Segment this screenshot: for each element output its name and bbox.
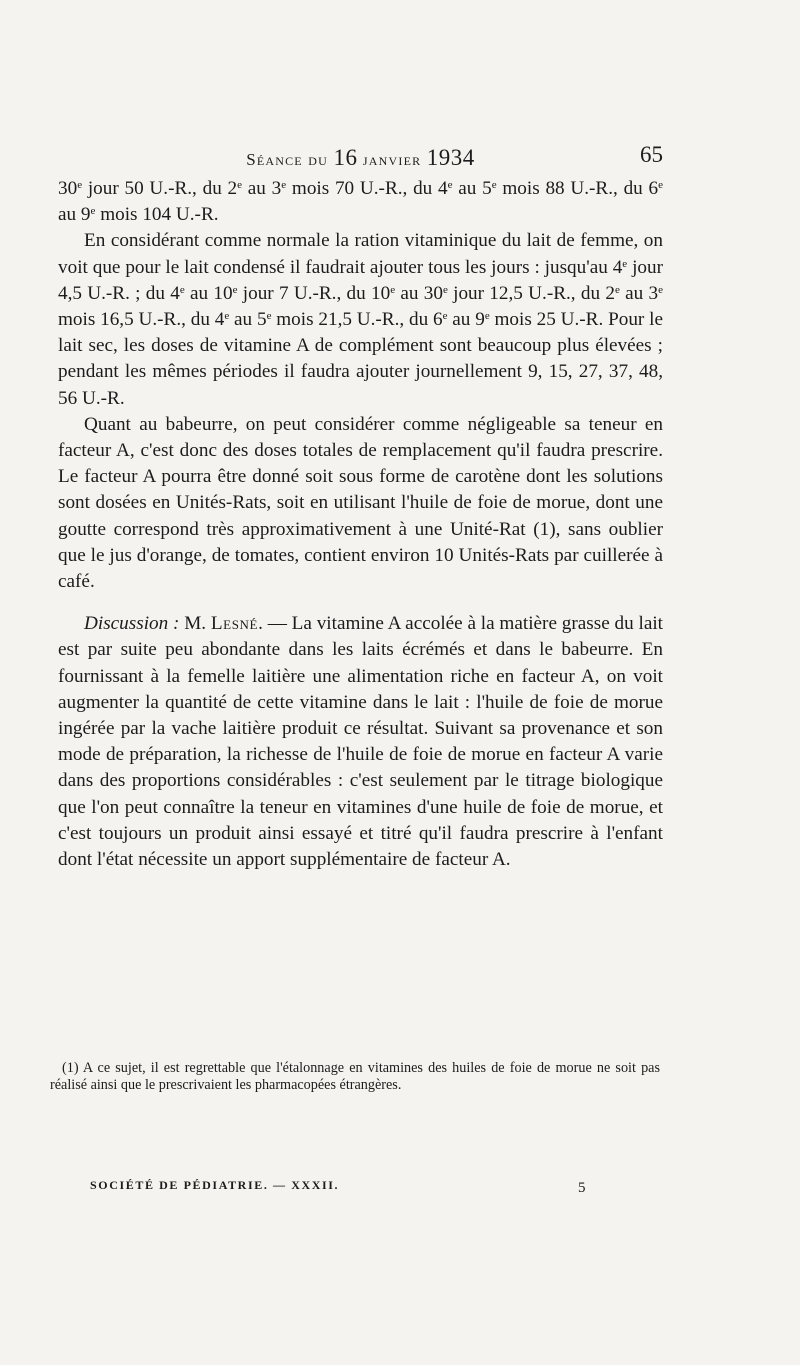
paragraph-1: 30e jour 50 U.-R., du 2e au 3e mois 70 U.-R., du 4e au 5e mois 88 U.-R., du 6e au 9e mois 104 U.-R. [58,178,663,226]
discussion-label: Discussion : [84,613,180,635]
speaker-name: Lesné [210,613,259,635]
signature-mark: 5 [578,1180,586,1196]
footnote: (1) A ce sujet, il est regrettable que l'étalonnage en vitamines des huiles de foie de morue ne soit pas réalisé ainsi que le prescrivaient les pharmacopées étrangères. [50,1060,660,1093]
body-text [58,176,663,873]
journal-footer: SOCIÉTÉ DE PÉDIATRIE. — XXXII. [90,1178,340,1192]
running-head: Séance du 16 janvier 1934 [246,145,475,170]
discussion-paragraph: Discussion : M. Lesné. — La vitamine A accolée à la matière grasse du lait est par suite peu abondante dans les laits écrémés et dans le babeurre. En fournissant à la femelle laitière une alimentation riche en facteur A, on voit augmenter la quantité de cette vitamine dans le lait : l'huile de foie de morue ingérée par la vache laitière produit ce résultat. Suivant sa provenance et son mode de préparation, la richesse de l'huile de foie de morue en facteur A varie dans des proportions considérables : c'est seulement par le titrage biologique que l'on peut connaître la teneur en vitamines d'une huile de foie de morue, et c'est toujours un produit ainsi essayé et titré qu'il faudra prescrire à l'enfant dont l'état nécessite un apport supplémentaire de facteur A. [58,613,663,871]
paragraph-2: En considérant comme normale la ration vitaminique du lait de femme, on voit que pour le lait condensé il faudrait ajouter tous les jours : jusqu'au 4e jour 4,5 U.-R. ; du 4e au 10e jour 7 U.-R., du 10e au 30e jour 12,5 U.-R., du 2e au 3e mois 16,5 U.-R., du 4e au 5e mois 21,5 U.-R., du 6e au 9e mois 25 U.-R. Pour le lait sec, les doses de vitamine A de complément sont beaucoup plus élevées ; pendant les mêmes périodes il faudra ajouter journellement 9, 15, 27, 37, 48, 56 U.-R. [58,230,663,409]
paragraph-3: Quant au babeurre, on peut considérer comme négligeable sa teneur en facteur A, c'est donc des doses totales de remplacement qu'il faudra prescrire. Le facteur A pourra être donné soit sous forme de carotène dont les solutions sont dosées en Unités-Rats, soit en utilisant l'huile de foie de morue, dont une goutte correspond très approximativement à une Unité-Rat (1), sans oublier que le jus d'orange, de tomates, contient environ 10 Unités-Rats par cuillerée à café. [58,413,663,593]
page-header [58,140,663,170]
page-number: 65 [640,142,663,167]
